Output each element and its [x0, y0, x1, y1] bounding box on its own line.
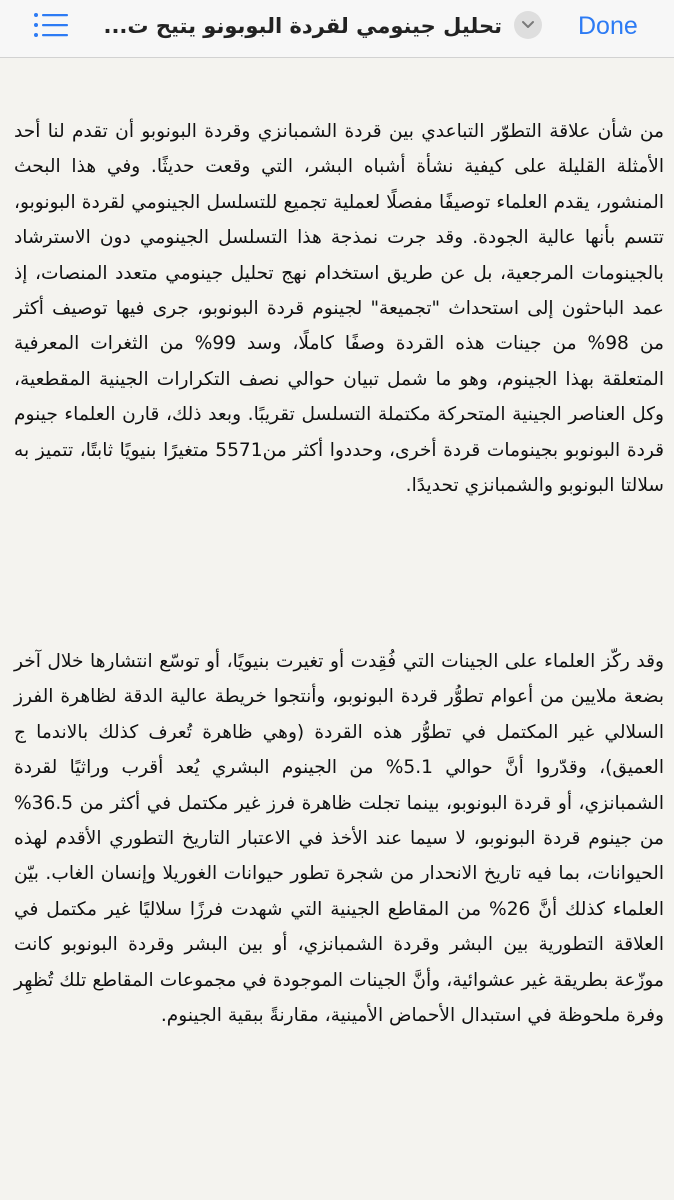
chevron-down-icon: [521, 20, 535, 30]
list-icon: [30, 10, 72, 42]
title-menu-button[interactable]: [514, 11, 542, 39]
navigation-bar: [0, 0, 674, 58]
list-button[interactable]: [30, 10, 72, 42]
paragraph: من شأن علاقة التطوّر التباعدي بين قردة الشمبانزي وقردة البونوبو أن تقدم لنا أحد الأمثلة القليلة على كيفية نشأة أشباه البشر، التي وقعت حديثًا. وفي هذا البحث المنشور، يقدم العلماء توصيفًا مفصلًا لعملية تجميع للتسلسل الجينومي لقردة البونوبو، تتسم بأنها عالية الجودة. وقد جرت نمذجة هذا التسلسل الجينومي دون الاسترشاد بالجينومات المرجعية، بل عن طريق استخدام نهج تحليل جينومي متعدد المنصات، إذ عمد الباحثون إلى استحداث "تجميعة" لجينوم قردة البونوبو، جرى فيها توصيف أكثر من 98% من جينات هذه القردة وصفًا كاملًا، وسد 99% من الثغرات المعرفية المتعلقة بهذا الجينوم، وهو ما شمل تبيان حوالي نصف التكرارات الجينية المقطعية، وكل العناصر الجينية المتحركة مكتملة التسلسل تقريبًا. وبعد ذلك، قارن العلماء جينوم قردة البونوبو بجينومات قردة أخرى، وحددوا أكثر من5571 متغيرًا بنيويًا ثابتًا، تتميز به سلالتا البونوبو والشمبانزي تحديدًا.: [14, 121, 664, 497]
paragraph: وقد ركّز العلماء على الجينات التي فُقِدت أو تغيرت بنيويًا، أو توسّع انتشارها خلال آخر بضعة ملايين من أعوام تطوُّر قردة البونوبو، وأنتجوا خريطة عالية الدقة لظاهرة الفرز السلالي غير المكتمل في تطوُّر هذه القردة (وهي ظاهرة تُعرف كذلك بالاندما ج العميق)، وقدّروا أنَّ حوالي 5.1% من الجينوم البشري يُعد أقرب وراثيًا لقردة الشمبانزي، أو قردة البونوبو، بينما تجلت ظاهرة فرز غير مكتمل في أكثر من 36.5% من جينوم قردة البونوبو، لا سيما عند الأخذ في الاعتبار التاريخ التطوري الأقدم لهذه الحيوانات، بما فيه تاريخ الانحدار من شجرة تطور حيوانات الغوريلا وإنسان الغاب. بيّن العلماء كذلك أنَّ 26% من المقاطع الجينية التي شهدت فرزًا سلاليًا غير مكتمل في العلاقة التطورية بين البشر وقردة الشمبانزي، أو بين البشر وقردة البونوبو كانت موزّعة بطريقة غير عشوائية، وأنَّ الجينات الموجودة في مجموعات المقاطع تلك تُظهِر وفرة ملحوظة في استبدال الأحماض الأمينية، مقارنةً ببقية الجينوم.: [14, 651, 664, 1027]
done-button[interactable]: Done: [578, 12, 638, 40]
document-body[interactable]: [0, 58, 674, 1200]
document-title[interactable]: تحليل جينومي لقردة البوبونو يتيح ت...: [103, 14, 502, 38]
